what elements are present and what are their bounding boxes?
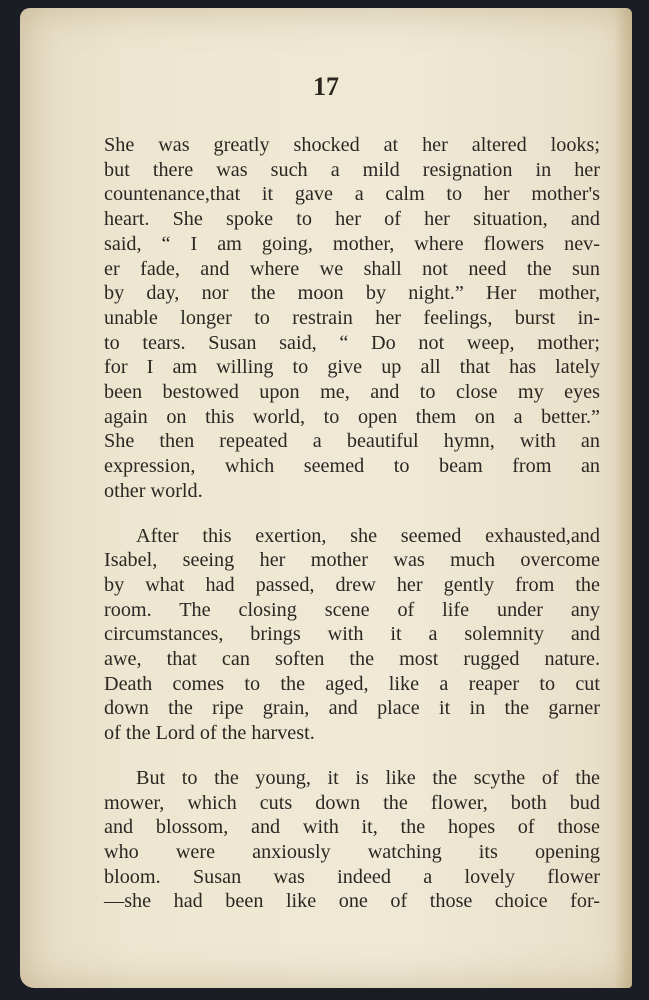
text-line: But to the young, it is like the scythe of the — [136, 766, 600, 789]
text-line: Isabel, seeing her mother was much overcome — [104, 549, 600, 572]
text-line: bloom. Susan was indeed a lovely flower — [104, 865, 600, 888]
text-line: but there was such a mild resignation in her — [104, 158, 600, 181]
text-line: mower, which cuts down the flower, both bud — [104, 791, 600, 814]
text-line: other world. — [104, 479, 203, 502]
text-line: After this exertion, she seemed exhausted,and — [136, 524, 600, 547]
book-page — [20, 8, 632, 988]
text-line: who were anxiously watching its opening — [104, 840, 600, 863]
text-line: by what had passed, drew her gently from the — [104, 573, 600, 596]
text-line: by day, nor the moon by night.” Her mother, — [104, 282, 600, 305]
body-text — [104, 133, 600, 934]
text-line: said, “ I am going, mother, where flowers nev- — [104, 232, 600, 255]
text-line: to tears. Susan said, “ Do not weep, mother; — [104, 331, 600, 354]
text-line: of the Lord of the harvest. — [104, 722, 315, 745]
text-line: Death comes to the aged, like a reaper to cut — [104, 672, 600, 695]
text-line: She was greatly shocked at her altered looks; — [104, 134, 600, 156]
text-line: awe, that can soften the most rugged nature. — [104, 648, 600, 671]
text-line: heart. She spoke to her of her situation, and — [104, 208, 600, 231]
text-line: room. The closing scene of life under any — [104, 598, 600, 621]
text-line: been bestowed upon me, and to close my eyes — [104, 381, 600, 404]
page-number: 17 — [313, 72, 339, 101]
text-line: er fade, and where we shall not need the sun — [104, 257, 600, 280]
text-line: circumstances, brings with it a solemnity and — [104, 623, 600, 646]
text-line: countenance,that it gave a calm to her mother's — [104, 183, 600, 206]
paragraph-3 — [104, 766, 600, 914]
text-line: —she had been like one of those choice for- — [104, 890, 600, 913]
text-line: and blossom, and with it, the hopes of those — [104, 816, 600, 839]
text-line: again on this world, to open them on a better.” — [104, 405, 600, 428]
text-line: for I am willing to give up all that has lately — [104, 356, 600, 379]
paragraph-2 — [104, 524, 600, 746]
paragraph-1 — [104, 133, 600, 504]
text-line: She then repeated a beautiful hymn, with an — [104, 430, 600, 453]
text-line: down the ripe grain, and place it in the garner — [104, 697, 600, 720]
text-line: expression, which seemed to beam from an — [104, 455, 600, 478]
text-line: unable longer to restrain her feelings, burst in- — [104, 306, 600, 329]
